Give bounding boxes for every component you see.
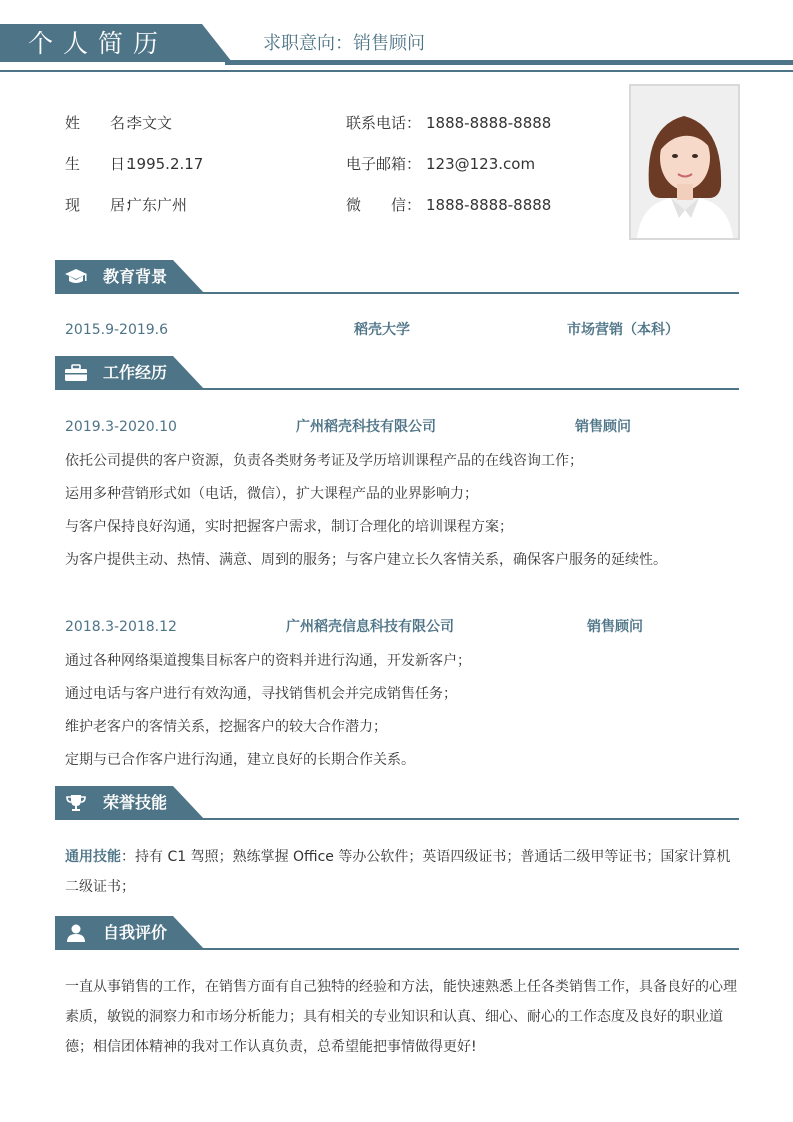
- trophy-icon: [65, 794, 87, 812]
- education-date: 2015.9-2019.6: [65, 322, 169, 338]
- job-intention: 求职意向：销售顾问: [263, 33, 425, 54]
- info-email-value: 123@123.com: [426, 155, 536, 173]
- job-date: 2019.3-2020.10: [65, 419, 177, 435]
- education-school: 稻壳大学: [354, 322, 410, 338]
- header-divider: [225, 60, 793, 65]
- section-skills: [55, 786, 739, 820]
- info-birth-label: 生 日：: [65, 155, 141, 173]
- info-wechat-value: 1888-8888-8888: [426, 196, 552, 214]
- info-birth-value: 1995.2.17: [127, 155, 204, 173]
- info-phone: [346, 113, 551, 133]
- graduation-cap-icon: [65, 268, 87, 286]
- education-major: 市场营销（本科）: [567, 322, 679, 338]
- job-duty: 为客户提供主动、热情、满意、周到的服务；与客户建立长久客情关系，确保客户服务的延续性。: [65, 552, 667, 568]
- info-phone-value: 1888-8888-8888: [426, 114, 552, 132]
- job-company: 广州稻壳信息科技有限公司: [286, 619, 454, 635]
- skills-label: 通用技能: [65, 849, 121, 865]
- info-birth: [65, 154, 203, 174]
- section-line: [195, 818, 739, 820]
- resume-title: 个人简历: [28, 29, 169, 58]
- info-name-value: 李文文: [127, 114, 173, 132]
- info-email-label: 电子邮箱：: [346, 155, 422, 173]
- job-duty: 通过各种网络渠道搜集目标客户的资料并进行沟通，开发新客户；: [65, 653, 471, 669]
- job-duty: 通过电话与客户进行有效沟通，寻找销售机会并完成销售任务；: [65, 686, 457, 702]
- job-date: 2018.3-2018.12: [65, 619, 177, 635]
- job-duty: 定期与已合作客户进行沟通，建立良好的长期合作关系。: [65, 752, 415, 768]
- section-title: 荣誉技能: [103, 793, 168, 812]
- info-wechat: [346, 195, 551, 215]
- info-phone-label: 联系电话：: [346, 114, 422, 132]
- section-title: 自我评价: [103, 923, 168, 942]
- briefcase-icon: [65, 364, 87, 382]
- job-duty: 维护老客户的客情关系，挖掘客户的较大合作潜力；: [65, 719, 387, 735]
- job-duty: 与客户保持良好沟通，实时把握客户需求，制订合理化的培训课程方案；: [65, 519, 513, 535]
- section-line: [195, 948, 739, 950]
- info-name-label: 姓 名：: [65, 114, 141, 132]
- section-title: 教育背景: [103, 267, 168, 286]
- job-duty: 运用多种营销形式如（电话，微信），扩大课程产品的业界影响力；: [65, 486, 478, 502]
- job-position: 销售顾问: [587, 619, 643, 635]
- skills-text: [65, 842, 737, 902]
- portrait-image: [631, 86, 738, 238]
- section-title: 工作经历: [103, 363, 168, 382]
- header-divider-thin: [0, 70, 793, 72]
- user-icon: [65, 924, 87, 942]
- self-eval-text: 一直从事销售的工作，在销售方面有自己独特的经验和方法，能快速熟悉上任各类销售工作，具备良好的心理素质，敏锐的洞察力和市场分析能力；具有相关的专业知识和认真、细心、耐心的工作态度及良好的职业道德；相信团体精神的我对工作认真负责，总希望能把事情做得更好!: [65, 979, 737, 1055]
- job-company: 广州稻壳科技有限公司: [296, 419, 436, 435]
- info-residence-value: 广东广州: [127, 196, 188, 214]
- info-residence-label: 现 居：: [65, 196, 141, 214]
- section-line: [195, 292, 739, 294]
- job-duty: 依托公司提供的客户资源，负责各类财务考证及学历培训课程产品的在线咨询工作；: [65, 453, 583, 469]
- info-email: [346, 154, 535, 174]
- section-line: [195, 388, 739, 390]
- info-residence: [65, 195, 187, 215]
- info-wechat-label: 微 信：: [346, 196, 422, 214]
- job-position: 销售顾问: [575, 419, 631, 435]
- profile-photo: [629, 84, 740, 240]
- section-self-eval: [55, 916, 739, 950]
- section-education: [55, 260, 739, 294]
- section-work: [55, 356, 739, 390]
- info-name: [65, 113, 172, 133]
- skills-content: ：持有 C1 驾照；熟练掌握 Office 等办公软件；英语四级证书；普通话二级甲等证书；国家计算机二级证书；: [65, 849, 731, 895]
